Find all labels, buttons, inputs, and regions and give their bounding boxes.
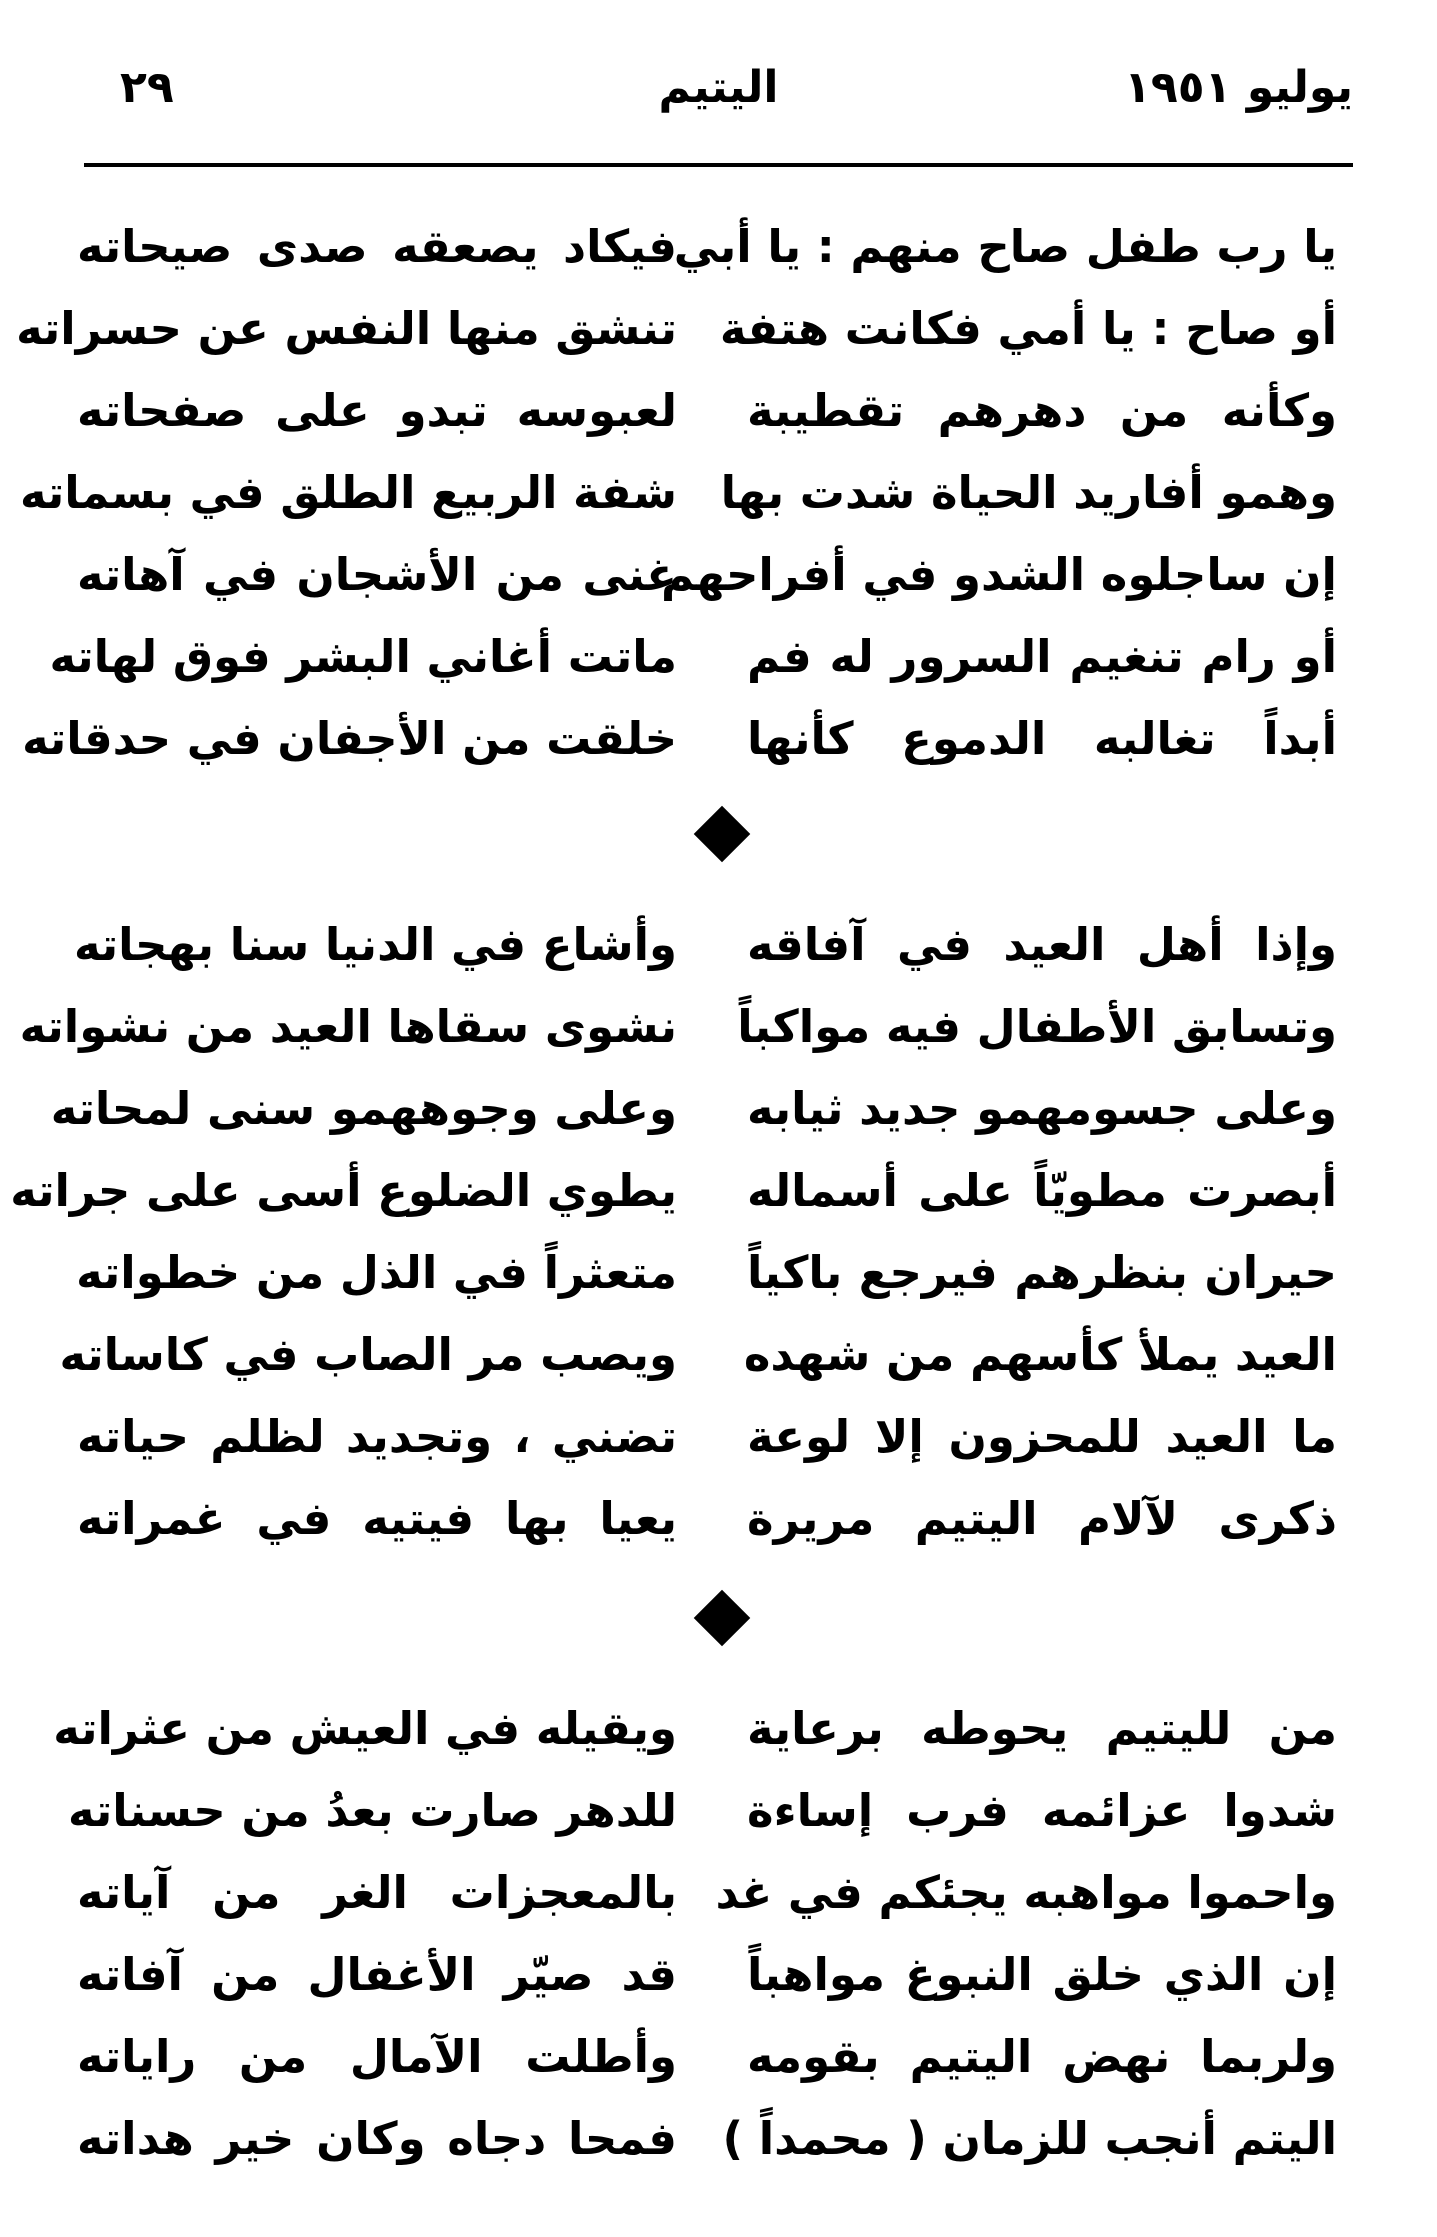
section-divider-diamond (694, 1590, 751, 1647)
verse-line: ويصب مر الصاب في كاساته (59, 1328, 677, 1381)
page-header (84, 62, 1353, 132)
verse-line: وعلى جسومهمو جديد ثيابه (747, 1082, 1337, 1135)
header-date: يوليو ١٩٥١ (1124, 62, 1353, 113)
stanza-3-right-column (715, 1688, 1337, 2180)
stanza-1-right-column (660, 206, 1337, 780)
stanza-3-left-column (53, 1688, 677, 2180)
verse-line: تنشق منها النفس عن حسراته (16, 302, 677, 355)
verse-line: ولربما نهض اليتيم بقومه (747, 2030, 1337, 2083)
verse-line: بالمعجزات الغر من آياته (77, 1866, 677, 1919)
verse-line: أبصرت مطويّاً على أسماله (747, 1164, 1337, 1217)
verse-line: تضني ، وتجديد لظلم حياته (77, 1410, 677, 1463)
page-number: ٢٩ (120, 62, 174, 113)
verse-line: وأشاع في الدنيا سنا بهجاته (73, 918, 677, 971)
verse-line: يا رب طفل صاح منهم : يا أبي (673, 220, 1337, 273)
verse-line: واحموا مواهبه يجئكم في غد (715, 1866, 1337, 1919)
verse-line: اليتم أنجب للزمان ( محمداً ) (722, 2112, 1337, 2165)
verse-line: وتسابق الأطفال فيه مواكباً (737, 1000, 1337, 1053)
verse-line: ويقيله في العيش من عثراته (53, 1702, 677, 1755)
verse-line: نشوى سقاها العيد من نشواته (19, 1000, 677, 1053)
verse-line: غنى من الأشجان في آهاته (77, 548, 677, 601)
verse-line: ما العيد للمحزون إلا لوعة (747, 1410, 1337, 1463)
verse-line: العيد يملأ كأسهم من شهده (743, 1328, 1337, 1381)
stanza-1-left-column (16, 206, 677, 780)
header-rule (84, 163, 1353, 167)
verse-line: شدوا عزائمه فرب إساءة (747, 1784, 1337, 1837)
verse-line: شفة الربيع الطلق في بسماته (20, 466, 677, 519)
verse-line: حيران بنظرهم فيرجع باكياً (747, 1246, 1337, 1299)
verse-line: يطوي الضلوع أسى على جراته (10, 1164, 677, 1217)
verse-line: فمحا دجاه وكان خير هداته (77, 2112, 677, 2165)
verse-line: فيكاد يصعقه صدى صيحاته (77, 220, 677, 273)
verse-line: إن الذي خلق النبوغ مواهباً (747, 1948, 1337, 2001)
verse-line: وهمو أفاريد الحياة شدت بها (720, 466, 1337, 519)
verse-line: وأطلت الآمال من راياته (77, 2030, 677, 2083)
verse-line: خلقت من الأجفان في حدقاته (22, 712, 677, 765)
stanza-2-right-column (737, 904, 1337, 1560)
verse-line: ماتت أغاني البشر فوق لهاته (49, 630, 677, 683)
verse-line: وكأنه من دهرهم تقطيبة (747, 384, 1337, 437)
section-divider-diamond (694, 806, 751, 863)
verse-line: أو رام تنغيم السرور له فم (747, 630, 1337, 683)
verse-line: قد صيّر الأغفال من آفاته (77, 1948, 677, 2001)
verse-line: يعيا بها فيتيه في غمراته (77, 1492, 677, 1545)
verse-line: متعثراً في الذل من خطواته (76, 1246, 677, 1299)
stanza-2-left-column (10, 904, 677, 1560)
verse-line: إن ساجلوه الشدو في أفراحهم (660, 548, 1337, 601)
verse-line: أبداً تغالبه الدموع كأنها (747, 712, 1337, 765)
verse-line: وإذا أهل العيد في آفاقه (747, 918, 1337, 971)
verse-line: ذكرى لآلام اليتيم مريرة (747, 1492, 1337, 1545)
verse-line: وعلى وجوههمو سنى لمحاته (50, 1082, 677, 1135)
verse-line: من لليتيم يحوطه برعاية (747, 1702, 1337, 1755)
header-title: اليتيم (658, 62, 779, 113)
verse-line: للدهر صارت بعدُ من حسناته (68, 1784, 677, 1837)
verse-line: لعبوسه تبدو على صفحاته (77, 384, 677, 437)
verse-line: أو صاح : يا أمي فكانت هتفة (719, 302, 1337, 355)
